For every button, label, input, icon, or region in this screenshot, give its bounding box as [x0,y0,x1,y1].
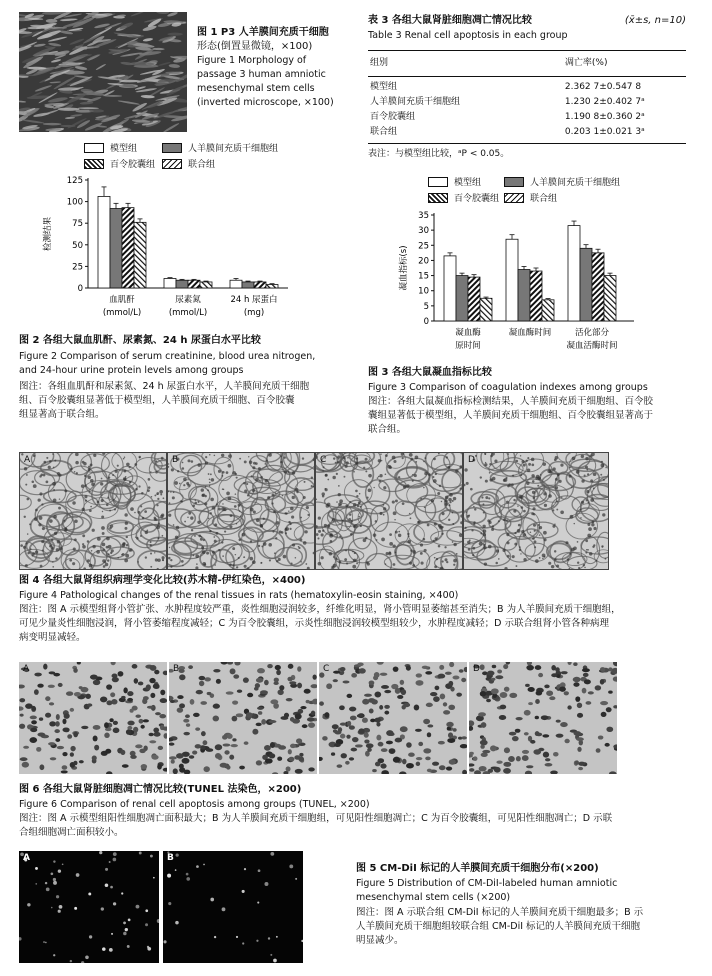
y-tick-label: 15 [418,271,429,282]
table-row: 百令胶囊组 1.190 8±0.360 2ᵃ [370,112,645,122]
y-tick-label: 25 [72,262,83,273]
x-tick-label: 血肌酐 [109,295,135,305]
x-tick-label: (mmol/L) [102,308,142,318]
bar [580,248,592,321]
fig4-panels [19,452,609,570]
bar [98,196,110,288]
table-row: 模型组 2.362 7±0.547 8 [370,82,642,92]
table-row: 联合组 0.203 1±0.021 3ᵃ [368,125,686,144]
table3-header-rate: 凋亡率(%) [564,58,608,68]
bar [230,280,242,288]
bar [164,278,176,288]
fig6-title-cn: 图 6 各组大鼠肾脏细胞凋亡情况比较(TUNEL 法染色，×200) [19,784,302,795]
y-tick-label: 20 [418,256,429,267]
x-tick-label: 凝血活酶时间 [566,341,618,351]
table3-stat: (x̄±s, n=10) [624,15,686,26]
fig2-title-en: Figure 2 Comparison of serum creatinine, blood urea nitrogen, and 24-hour urine protein levels among groups [19,351,316,376]
fig2-note: 图注：各组血肌酐和尿素氮、24 h 尿蛋白水平，人羊膜间充质干细胞 组、百令胶囊组显著低于模型组，人羊膜间充质干细胞、百令胶囊 组显著高于联合组。 [19,381,310,420]
bar [176,280,188,288]
legend-bailing: 百令胶囊组 [84,157,155,170]
fig6-panel-a: A [19,662,167,774]
x-tick-label: 凝血酶 [455,328,481,338]
fig3-chart [398,206,698,356]
x-tick-label: 凝血酶时间 [508,328,552,338]
legend-hamsc: 人羊膜间充质干细胞组 [504,175,620,188]
fig4-panel-d: D [463,452,609,570]
fig5-panel-a: A [19,851,159,963]
fig4-note: 图注：图 A 示模型组肾小管扩张、水肿程度较严重，炎性细胞浸润较多，纤维化明显，肾小管明显萎缩甚至消失；B 为人羊膜间充质干细胞组， 可见少量炎性细胞浸润，肾小管萎缩程度减轻；C 为百令胶囊组，示炎性细胞浸润较模型组较少，水肿程度减轻；D 示联合组肾小管各种病理 病变明显减轻。 [19,604,621,643]
fig2-chart [40,172,300,322]
fig3-title-cn: 图 3 各组大鼠凝血指标比较 [368,367,492,378]
y-tick-label: 35 [418,211,429,221]
bar [254,282,266,288]
bar [110,209,122,288]
fig3-note: 图注：各组大鼠凝血指标检测结果，人羊膜间充质干细胞组、百令胶 囊组显著低于模型组，人羊膜间充质干细胞组、百令胶囊组显著高于 联合组。 [368,396,654,435]
bar [134,222,146,288]
bar [530,271,542,321]
x-tick-label: 原时间 [455,341,481,351]
fig6-title-en: Figure 6 Comparison of renal cell apoptosis among groups (TUNEL, ×200) [19,799,370,810]
fig4-panel-c: C [315,452,463,570]
fig4-title-en: Figure 4 Pathological changes of the renal tissues in rats (hematoxylin-eosin staining, ×400) [19,590,459,601]
y-tick-label: 0 [77,284,83,294]
legend-hamsc: 人羊膜间充质干细胞组 [162,141,278,154]
x-tick-label: 尿素氮 [175,295,201,305]
legend-model: 模型组 [428,175,481,188]
bar [122,208,134,288]
bar [518,270,530,321]
bar [188,280,200,288]
fig5-title-cn: 图 5 CM-DiI 标记的人羊膜间充质干细胞分布(×200) [356,863,599,874]
x-tick-label: 活化部分 [574,328,610,338]
legend-bailing: 百令胶囊组 [428,191,499,204]
fig4-panel-b: B [167,452,315,570]
bar [266,285,278,288]
legend-combined: 联合组 [162,157,215,170]
bar [242,282,254,288]
y-tick-label: 30 [418,226,429,237]
table-row: 人羊膜间充质干细胞组 1.230 2±0.402 7ᵃ [370,97,645,107]
legend-model: 模型组 [84,141,137,154]
fig1-title-en: Figure 1 Morphology of passage 3 human amniotic mesenchymal stem cells (inverted microscope, ×100) [197,55,334,108]
y-tick-label: 75 [72,219,83,230]
y-tick-label: 0 [423,317,429,327]
y-tick-label: 25 [418,241,429,252]
fig6-panel-d: D [469,662,617,774]
x-tick-label: (mg) [243,308,265,318]
fig3-title-en: Figure 3 Comparison of coagulation indexes among groups [368,382,648,393]
table3-header-row [368,51,686,77]
y-tick-label: 100 [66,197,83,208]
y-axis-label: 凝血指标(s) [399,245,409,291]
fig5-note: 图注：图 A 示联合组 CM-DiI 标记的人羊膜间充质干细胞最多；B 示 人羊膜间充质干细胞组较联合组 CM-DiI 标记的人羊膜间充质干细胞 明显减少。 [356,907,644,946]
y-axis-label: 检测结果 [43,216,53,252]
table3-title-cn: 表 3 各组大鼠肾脏细胞凋亡情况比较 (x̄±s, n=10) [368,15,686,26]
fig6-panel-b: B [169,662,317,774]
table3 [368,50,686,161]
fig5-panels [19,851,309,965]
legend-combined: 联合组 [504,191,557,204]
bar [604,276,616,321]
table3-header-group: 组别 [370,58,389,68]
fig5-title-en: Figure 5 Distribution of CM-DiI-labeled human amniotic mesenchymal stem cells (×200) [356,878,618,903]
y-tick-label: 10 [418,286,429,297]
fig6-note: 图注：图 A 示模型组阳性细胞凋亡面积最大；B 为人羊膜间充质干细胞组，可见阳性细胞凋亡；C 为百令胶囊组，可见阳性细胞凋亡；D 示联 合组细胞凋亡面积较小。 [19,813,613,838]
bar [468,277,480,321]
table3-note: 表注：与模型组比较，ᵃP < 0.05。 [368,149,510,159]
fig6-panels [19,662,619,776]
fig4-panel-a: A [19,452,167,570]
x-tick-label: 24 h 尿蛋白 [230,295,278,305]
fig1-title-cn: 图 1 P3 人羊膜间充质干细胞 形态(倒置显微镜，×100) [197,27,329,52]
y-tick-label: 5 [423,301,429,312]
fig2-legend [84,141,354,175]
bar [200,282,212,288]
bar [506,239,518,321]
y-tick-label: 50 [72,240,83,251]
bar [480,298,492,321]
bar [592,253,604,321]
bar [456,276,468,321]
x-tick-label: (mmol/L) [168,308,208,318]
y-tick-label: 125 [66,176,83,186]
table3-title-en: Table 3 Renal cell apoptosis in each group [368,30,568,41]
fig4-title-cn: 图 4 各组大鼠肾组织病理学变化比较(苏木精-伊红染色，×400) [19,575,306,586]
bar [542,300,554,321]
bar [568,226,580,321]
fig5-panel-b: B [163,851,303,963]
bar [444,256,456,321]
fig3-legend [428,175,688,209]
fig6-panel-c: C [319,662,467,774]
fig1-micrograph [19,12,187,132]
fig2-title-cn: 图 2 各组大鼠血肌酐、尿素氮、24 h 尿蛋白水平比较 [19,335,261,346]
